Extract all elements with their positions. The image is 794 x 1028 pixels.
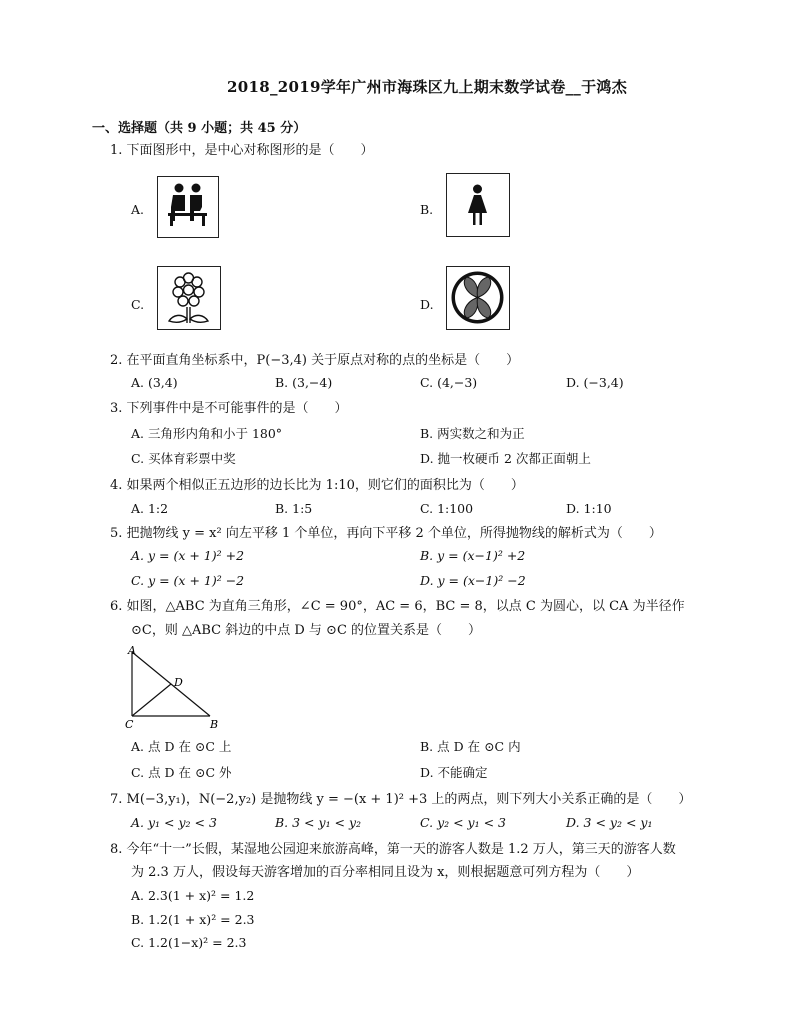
- question-6-stem-line1: 6. 如图，△ABC 为直角三角形，∠C = 90°，AC = 6，BC = 8，以点 C 为圆心，以 CA 为半径作: [110, 599, 685, 614]
- q7-option-d[interactable]: D. 3 < y₂ < y₁: [566, 815, 653, 830]
- question-8-stem-line1: 8. 今年“十一”长假，某湿地公园迎来旅游高峰，第一天的游客人数是 1.2 万人，第三天的游客人数: [110, 842, 676, 857]
- question-7-stem: 7. M(−3,y₁)，N(−2,y₂) 是抛物线 y = −(x + 1)² +3 上的两点，则下列大小关系正确的是（ ）: [110, 792, 692, 807]
- q3-option-d[interactable]: D. 抛一枚硬币 2 次都正面朝上: [420, 451, 591, 466]
- circle-petals-icon: [447, 267, 508, 328]
- question-8-stem-line2: 为 2.3 万人，假设每天游客增加的百分率相同且设为 x，则根据题意可列方程为（ ）: [131, 865, 640, 880]
- section-heading: 一、选择题（共 9 小题；共 45 分）: [92, 121, 307, 136]
- flower-icon: [158, 267, 219, 328]
- q2-option-b[interactable]: B. (3,−4): [275, 375, 333, 390]
- midpoint-d-label: D: [174, 676, 183, 689]
- q3-option-a[interactable]: A. 三角形内角和小于 180°: [131, 426, 283, 441]
- q8-option-c[interactable]: C. 1.2(1−x)² = 2.3: [131, 935, 247, 950]
- q5-option-b[interactable]: B. y = (x−1)² +2: [420, 548, 526, 563]
- vertex-a-label: A: [128, 644, 136, 657]
- q1-option-c-image[interactable]: [157, 266, 221, 330]
- q4-option-a[interactable]: A. 1:2: [131, 501, 169, 516]
- woman-icon: [447, 174, 508, 235]
- q1-option-d-image[interactable]: [446, 266, 510, 330]
- question-6-stem-line2: ⊙C，则 △ABC 斜边的中点 D 与 ⊙C 的位置关系是（ ）: [131, 623, 482, 638]
- q5-option-a[interactable]: A. y = (x + 1)² +2: [131, 548, 245, 563]
- question-2-stem: 2. 在平面直角坐标系中，P(−3,4) 关于原点对称的点的坐标是（ ）: [110, 353, 520, 368]
- question-1-stem: 1. 下面图形中，是中心对称图形的是（ ）: [110, 143, 374, 158]
- q7-option-b[interactable]: B. 3 < y₁ < y₂: [275, 815, 362, 830]
- question-4-stem: 4. 如果两个相似正五边形的边长比为 1:10，则它们的面积比为（ ）: [110, 478, 524, 493]
- q1-option-d-label: D.: [420, 297, 434, 312]
- two-people-sitting-icon: [158, 177, 217, 236]
- q2-option-c[interactable]: C. (4,−3): [420, 375, 478, 390]
- q6-option-b[interactable]: B. 点 D 在 ⊙C 内: [420, 739, 521, 754]
- q1-option-a-image[interactable]: [157, 176, 219, 238]
- q7-option-a[interactable]: A. y₁ < y₂ < 3: [131, 815, 217, 830]
- q8-option-b[interactable]: B. 1.2(1 + x)² = 2.3: [131, 912, 255, 927]
- q5-option-c[interactable]: C. y = (x + 1)² −2: [131, 573, 245, 588]
- q7-option-c[interactable]: C. y₂ < y₁ < 3: [420, 815, 507, 830]
- q2-option-a[interactable]: A. (3,4): [131, 375, 178, 390]
- q8-option-a[interactable]: A. 2.3(1 + x)² = 1.2: [131, 888, 255, 903]
- q1-option-c-label: C.: [131, 297, 145, 312]
- vertex-c-label: C: [125, 718, 134, 731]
- q3-option-b[interactable]: B. 两实数之和为正: [420, 426, 525, 441]
- page-title: 2018_2019学年广州市海珠区九上期末数学试卷__于鸿杰: [227, 78, 627, 96]
- q4-option-d[interactable]: D. 1:10: [566, 501, 612, 516]
- q4-option-c[interactable]: C. 1:100: [420, 501, 474, 516]
- q6-option-d[interactable]: D. 不能确定: [420, 765, 488, 780]
- question-5-stem: 5. 把抛物线 y = x² 向左平移 1 个单位，再向下平移 2 个单位，所得抛物线的解析式为（ ）: [110, 526, 662, 541]
- q1-option-b-image[interactable]: [446, 173, 510, 237]
- q6-option-c[interactable]: C. 点 D 在 ⊙C 外: [131, 765, 232, 780]
- q1-option-a-label: A.: [131, 202, 145, 217]
- q6-option-a[interactable]: A. 点 D 在 ⊙C 上: [131, 739, 232, 754]
- q5-option-d[interactable]: D. y = (x−1)² −2: [420, 573, 526, 588]
- question-3-stem: 3. 下列事件中是不可能事件的是（ ）: [110, 401, 348, 416]
- q2-option-d[interactable]: D. (−3,4): [566, 375, 624, 390]
- q4-option-b[interactable]: B. 1:5: [275, 501, 313, 516]
- q1-option-b-label: B.: [420, 202, 434, 217]
- vertex-b-label: B: [210, 718, 219, 731]
- q3-option-c[interactable]: C. 买体育彩票中奖: [131, 451, 236, 466]
- right-triangle-diagram: [124, 644, 224, 732]
